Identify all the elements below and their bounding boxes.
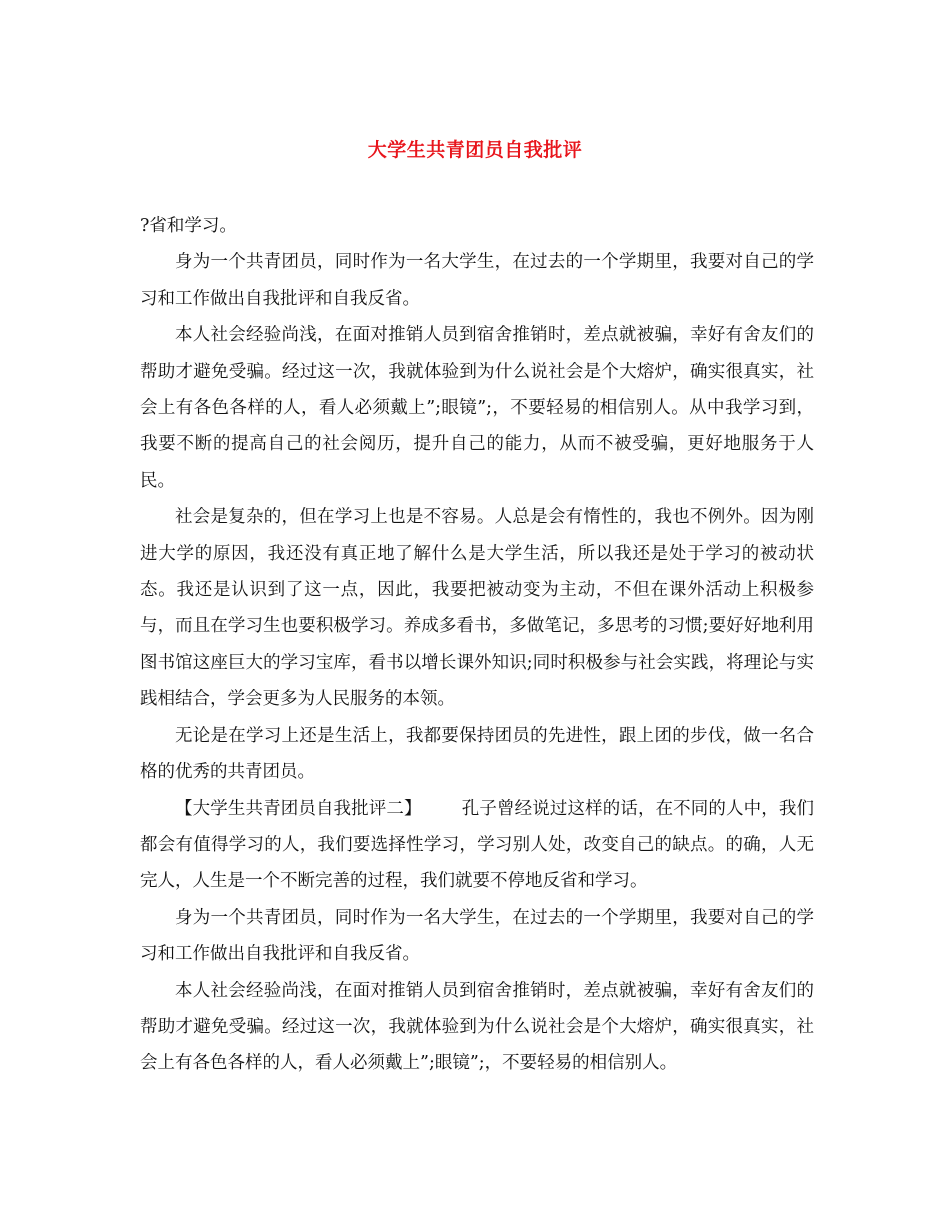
- document-body: [140, 208, 814, 1082]
- paragraph-continuation: ?省和学习。: [140, 216, 237, 236]
- section2-first-sentence: 孔子曾经说过这样的话，在不同的人中，我们都会有值得学习的人，我们要选择性学习，学习别人处，改变自己的缺点。的确，人无完人，人生是一个不断完善的过程，我们就要不停地反省和学习。: [140, 798, 815, 892]
- paragraph-section2-experience: 本人社会经验尚浅，在面对推销人员到宿舍推销时，差点就被骗，幸好有舍友们的帮助才避免受骗。经过这一次，我就体验到为什么说社会是个大熔炉，确实很真实，社会上有各色各样的人，看人必须戴上”;眼镜”;，不要轻易的相信别人。: [140, 980, 814, 1074]
- paragraph-conclusion: 无论是在学习上还是生活上，我都要保持团员的先进性，跟上团的步伐，做一名合格的优秀的共青团员。: [140, 725, 814, 783]
- paragraph-experience: 本人社会经验尚浅，在面对推销人员到宿舍推销时，差点就被骗，幸好有舍友们的帮助才避免受骗。经过这一次，我就体验到为什么说社会是个大熔炉，确实很真实，社会上有各色各样的人，看人必须戴上”;眼镜”;，不要轻易的相信别人。从中我学习到，我要不断的提高自己的社会阅历，提升自己的能力，从而不被受骗，更好地服务于人民。: [140, 325, 814, 491]
- section2-heading: 【大学生共青团员自我批评二】: [175, 798, 422, 819]
- document-title: 大学生共青团员自我批评: [367, 139, 583, 161]
- paragraph-study: 社会是复杂的，但在学习上也是不容易。人总是会有惰性的，我也不例外。因为刚进大学的原因，我还没有真正地了解什么是大学生活，所以我还是处于学习的被动状态。我还是认识到了这一点，因此，我要把被动变为主动，不但在课外活动上积极参与，而且在学习生也要积极学习。养成多看书，多做笔记，多思考的习惯;要好好地利用图书馆这座巨大的学习宝库，看书以增长课外知识;同时积极参与社会实践，将理论与实践相结合，学会更多为人民服务的本领。: [140, 507, 814, 710]
- paragraph-intro: 身为一个共青团员，同时作为一名大学生，在过去的一个学期里，我要对自己的学习和工作做出自我批评和自我反省。: [140, 252, 814, 309]
- paragraph-section2-intro: 身为一个共青团员，同时作为一名大学生，在过去的一个学期里，我要对自己的学习和工作做出自我批评和自我反省。: [140, 907, 814, 965]
- paragraph-section2-opening: [140, 791, 814, 900]
